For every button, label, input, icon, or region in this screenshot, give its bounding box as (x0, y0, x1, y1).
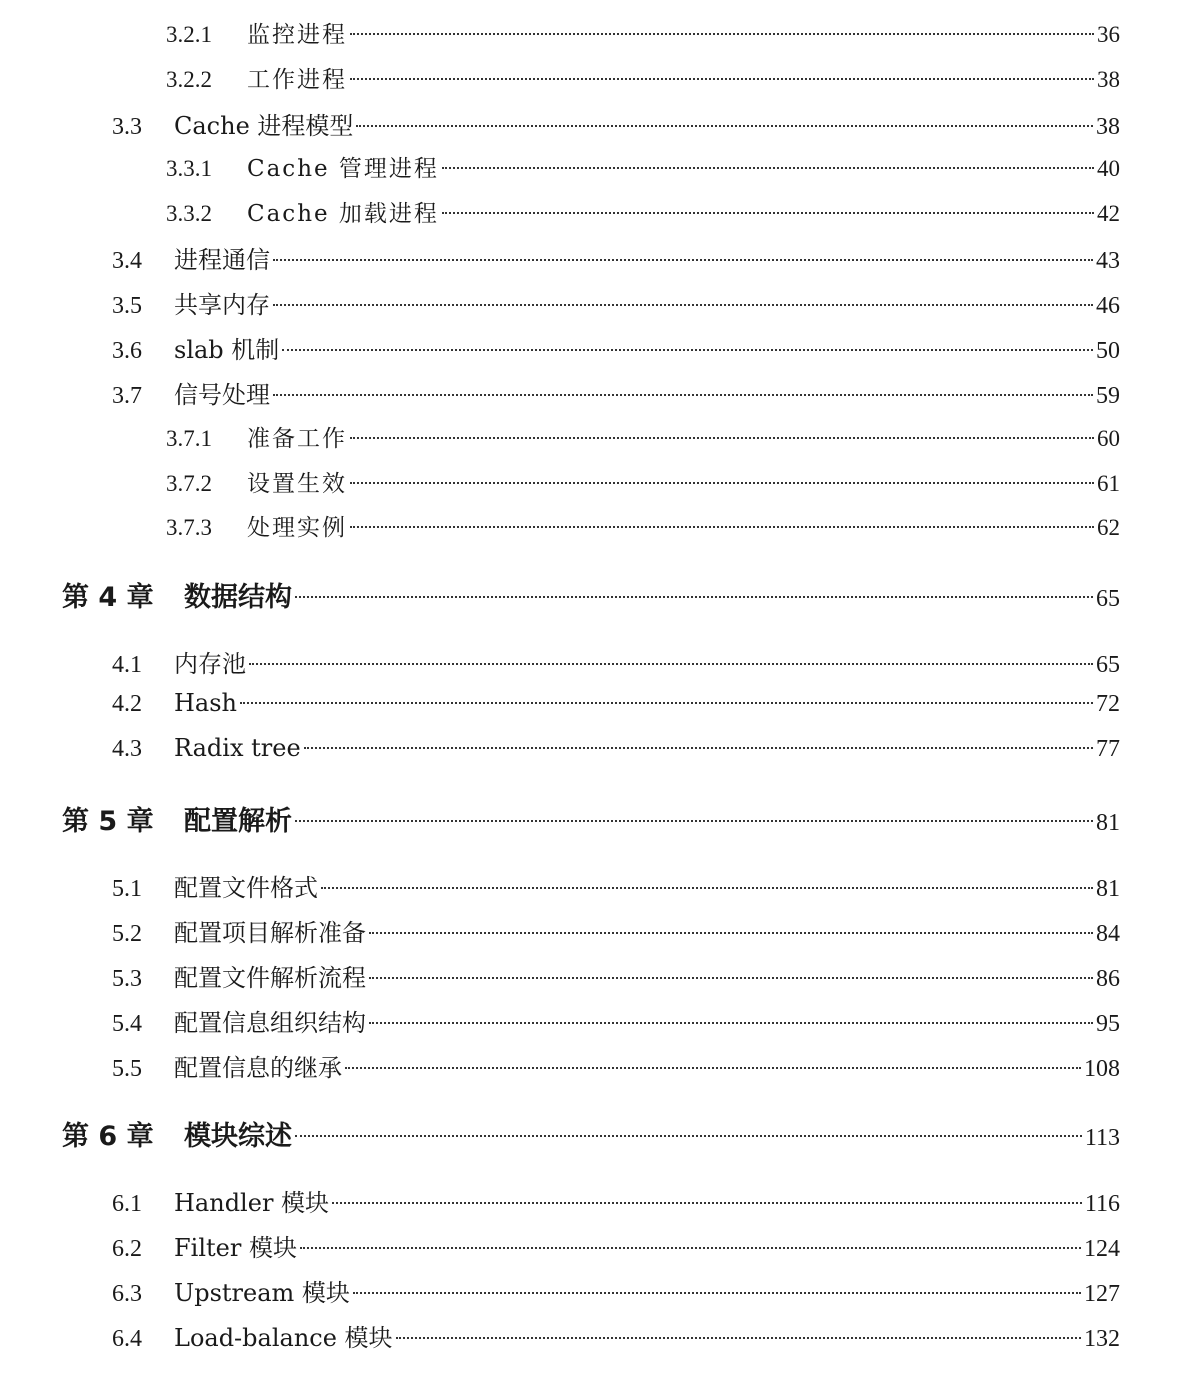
entry-number: 6.1 (112, 1191, 142, 1217)
toc-entry[interactable] (166, 61, 1120, 97)
entry-page: 127 (1084, 1281, 1120, 1307)
entry-title: Hash (174, 689, 238, 717)
dot-leader (442, 167, 1094, 169)
entry-title: 处理实例 (247, 515, 347, 541)
toc-entry[interactable] (112, 689, 1120, 725)
dot-leader (240, 702, 1093, 704)
toc-entry[interactable] (112, 1318, 1120, 1354)
entry-number: 5.2 (112, 921, 142, 947)
entry-page: 59 (1096, 383, 1120, 409)
entry-number: 4.1 (112, 652, 142, 678)
entry-title: 监控进程 (247, 22, 347, 48)
entry-number: 6.4 (112, 1326, 142, 1352)
dot-leader (356, 125, 1093, 127)
dot-leader (273, 394, 1093, 396)
entry-number: 3.2.2 (166, 67, 212, 92)
toc-entry[interactable] (112, 375, 1120, 411)
entry-page: 62 (1097, 515, 1120, 540)
toc-entry[interactable] (112, 1273, 1120, 1309)
entry-number: 3.3.1 (166, 156, 212, 181)
entry-page: 42 (1097, 201, 1120, 226)
entry-number: 5.4 (112, 1011, 142, 1037)
entry-page: 132 (1084, 1326, 1120, 1352)
chapter-title: 配置解析 (184, 806, 292, 837)
dot-leader (295, 596, 1093, 598)
entry-number: 3.5 (112, 293, 142, 319)
chapter-number: 第 5 章 (62, 806, 154, 837)
entry-number: 3.3 (112, 114, 142, 140)
entry-title: 工作进程 (247, 67, 347, 93)
entry-number: 3.7.2 (166, 471, 212, 496)
entry-title: Cache 进程模型 (174, 112, 354, 140)
entry-number: 6.2 (112, 1236, 142, 1262)
dot-leader (369, 932, 1093, 934)
entry-title: 配置文件格式 (174, 874, 318, 902)
toc-entry[interactable] (166, 150, 1120, 186)
toc-entry[interactable] (112, 958, 1120, 994)
entry-page: 84 (1096, 921, 1120, 947)
entry-page: 77 (1096, 736, 1120, 762)
entry-page: 124 (1084, 1236, 1120, 1262)
dot-leader (304, 747, 1093, 749)
dot-leader (369, 1022, 1093, 1024)
entry-page: 108 (1084, 1056, 1120, 1082)
entry-page: 72 (1096, 691, 1120, 717)
entry-number: 3.6 (112, 338, 142, 364)
entry-number: 5.1 (112, 876, 142, 902)
entry-number: 3.4 (112, 248, 142, 274)
toc-chapter[interactable] (62, 575, 1120, 611)
entry-page: 61 (1097, 471, 1120, 496)
entry-page: 50 (1096, 338, 1120, 364)
entry-title: slab 机制 (174, 336, 280, 364)
dot-leader (369, 977, 1093, 979)
dot-leader (442, 212, 1094, 214)
entry-page: 81 (1096, 876, 1120, 902)
entry-page: 38 (1096, 114, 1120, 140)
toc-entry[interactable] (112, 644, 1120, 680)
toc-entry[interactable] (112, 1003, 1120, 1039)
entry-title: 准备工作 (247, 426, 347, 452)
dot-leader (350, 33, 1094, 35)
toc-entry[interactable] (112, 734, 1120, 770)
dot-leader (353, 1292, 1081, 1294)
toc-entry[interactable] (112, 868, 1120, 904)
entry-page: 43 (1096, 248, 1120, 274)
entry-page: 116 (1084, 1191, 1120, 1217)
dot-leader (345, 1067, 1081, 1069)
entry-page: 113 (1084, 1125, 1120, 1151)
toc-entry[interactable] (112, 1183, 1120, 1219)
dot-leader (273, 304, 1093, 306)
entry-number: 4.3 (112, 736, 142, 762)
entry-page: 65 (1096, 652, 1120, 678)
entry-page: 38 (1097, 67, 1120, 92)
entry-number: 5.5 (112, 1056, 142, 1082)
dot-leader (249, 663, 1093, 665)
dot-leader (295, 1135, 1082, 1137)
toc-entry[interactable] (166, 465, 1120, 501)
toc-entry[interactable] (112, 1048, 1120, 1084)
toc-entry[interactable] (166, 16, 1120, 52)
entry-page: 40 (1097, 156, 1120, 181)
entry-page: 95 (1096, 1011, 1120, 1037)
entry-title: 设置生效 (247, 471, 347, 497)
dot-leader (300, 1247, 1081, 1249)
entry-page: 86 (1096, 966, 1120, 992)
entry-title: Cache 管理进程 (247, 156, 439, 182)
entry-number: 3.7.1 (166, 426, 212, 451)
dot-leader (396, 1337, 1081, 1339)
dot-leader (332, 1202, 1082, 1204)
chapter-number: 第 6 章 (62, 1121, 154, 1152)
entry-page: 46 (1096, 293, 1120, 319)
entry-title: 配置项目解析准备 (174, 919, 366, 947)
dot-leader (273, 259, 1093, 261)
entry-number: 6.3 (112, 1281, 142, 1307)
chapter-title: 数据结构 (184, 582, 292, 613)
entry-page: 65 (1096, 586, 1120, 612)
entry-title: 配置信息组织结构 (174, 1009, 366, 1037)
entry-title: Handler 模块 (174, 1189, 330, 1217)
entry-title: Upstream 模块 (174, 1279, 350, 1307)
entry-title: 内存池 (174, 650, 246, 678)
toc-entry[interactable] (166, 195, 1120, 231)
entry-number: 3.7 (112, 383, 142, 409)
entry-title: 共享内存 (174, 291, 270, 319)
entry-number: 3.3.2 (166, 201, 212, 226)
entry-title: Filter 模块 (174, 1234, 297, 1262)
entry-number: 5.3 (112, 966, 142, 992)
entry-title: 进程通信 (174, 246, 270, 274)
entry-number: 3.2.1 (166, 22, 212, 47)
chapter-number: 第 4 章 (62, 582, 154, 613)
entry-page: 81 (1096, 810, 1120, 836)
chapter-title: 模块综述 (184, 1121, 292, 1152)
toc-entry[interactable] (112, 240, 1120, 276)
entry-title: 信号处理 (174, 381, 270, 409)
entry-title: 配置文件解析流程 (174, 964, 366, 992)
entry-title: Radix tree (174, 734, 301, 762)
dot-leader (282, 349, 1093, 351)
entry-title: Load-balance 模块 (174, 1324, 393, 1352)
entry-title: Cache 加载进程 (247, 201, 439, 227)
entry-number: 4.2 (112, 691, 142, 717)
toc-entry[interactable] (166, 509, 1120, 545)
dot-leader (321, 887, 1093, 889)
toc-entry[interactable] (112, 913, 1120, 949)
dot-leader (350, 78, 1094, 80)
toc-entry[interactable] (112, 106, 1120, 142)
toc-chapter[interactable] (62, 1114, 1120, 1150)
toc-entry[interactable] (112, 1228, 1120, 1264)
toc-chapter[interactable] (62, 799, 1120, 835)
dot-leader (350, 437, 1094, 439)
dot-leader (350, 526, 1094, 528)
entry-page: 60 (1097, 426, 1120, 451)
dot-leader (350, 482, 1094, 484)
entry-page: 36 (1097, 22, 1120, 47)
toc-entry[interactable] (166, 420, 1120, 456)
entry-title: 配置信息的继承 (174, 1054, 342, 1082)
toc-entry[interactable] (112, 285, 1120, 321)
toc-entry[interactable] (112, 330, 1120, 366)
entry-number: 3.7.3 (166, 515, 212, 540)
dot-leader (295, 820, 1093, 822)
